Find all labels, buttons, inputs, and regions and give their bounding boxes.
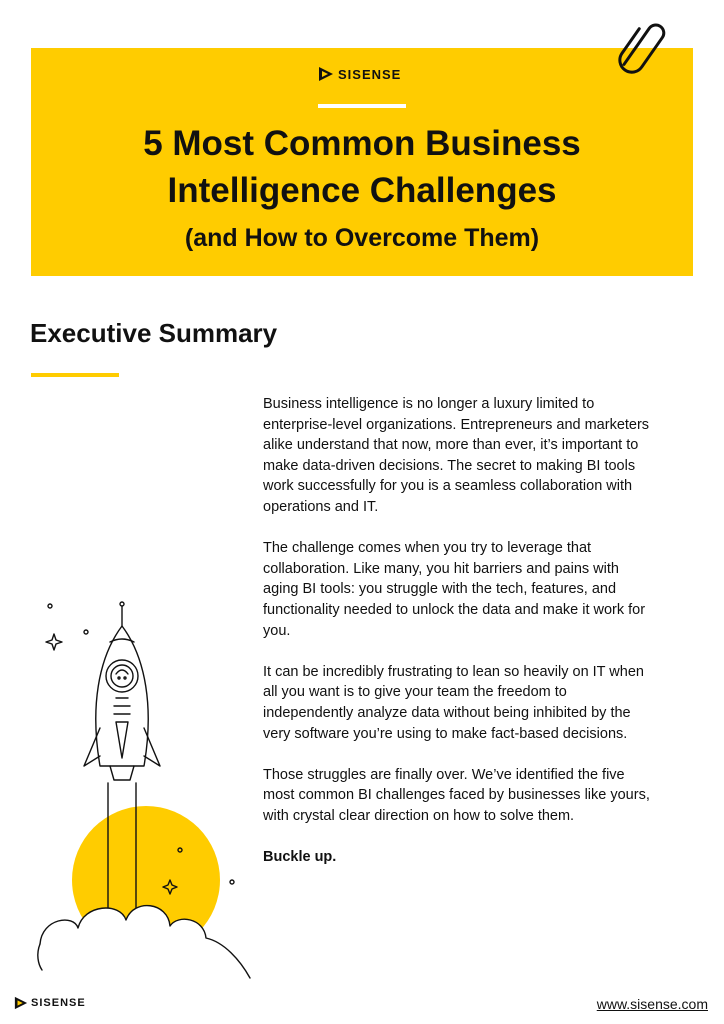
paragraph-1: Business intelligence is no longer a luxury limited to enterprise-level organizations. Entrepreneurs and marketers alike understand that now, more than ever, it’s important to make data-driven decisions. The secret to making BI tools work successfully for you is a seamless collaboration with operations and IT. [263, 396, 650, 515]
title-line-1: 5 Most Common Business [143, 124, 581, 163]
logo-underline [318, 104, 406, 108]
paragraph-3: It can be incredibly frustrating to lean so heavily on IT when all you want is to give your team the freedom to independently analyze data without being inhibited by the very software you’re using to make fact-based decisions. [263, 663, 644, 742]
brand-logo [318, 66, 401, 82]
paragraph-4: Those struggles are finally over. We’ve identified the five most common BI challenges faced by businesses like yours, with crystal clear direction on how to solve them. [263, 766, 650, 824]
heading-underline [31, 373, 119, 377]
brand-name: SISENSE [338, 66, 402, 82]
summary-body [263, 394, 653, 888]
sisense-mark-icon [318, 66, 334, 82]
paperclip-icon [618, 14, 668, 83]
section-heading: Executive Summary [30, 318, 278, 348]
document-title [31, 120, 693, 214]
rocket-illustration [28, 598, 288, 1003]
website-link[interactable]: www.sisense.com [596, 996, 708, 1012]
closing-line: Buckle up. [263, 849, 337, 866]
document-subtitle: (and How to Overcome Them) [184, 224, 540, 252]
paragraph-2: The challenge comes when you try to leverage that collaboration. Like many, you hit barriers and pains with aging BI tools: you struggle with the tech, features, and functionality needed to unlock the data and make it work for you. [263, 540, 646, 639]
footer-logo [14, 996, 86, 1010]
title-line-2: Intelligence Challenges [167, 171, 557, 210]
sisense-mark-icon [14, 996, 28, 1010]
footer-brand-name: SISENSE [31, 997, 86, 1009]
